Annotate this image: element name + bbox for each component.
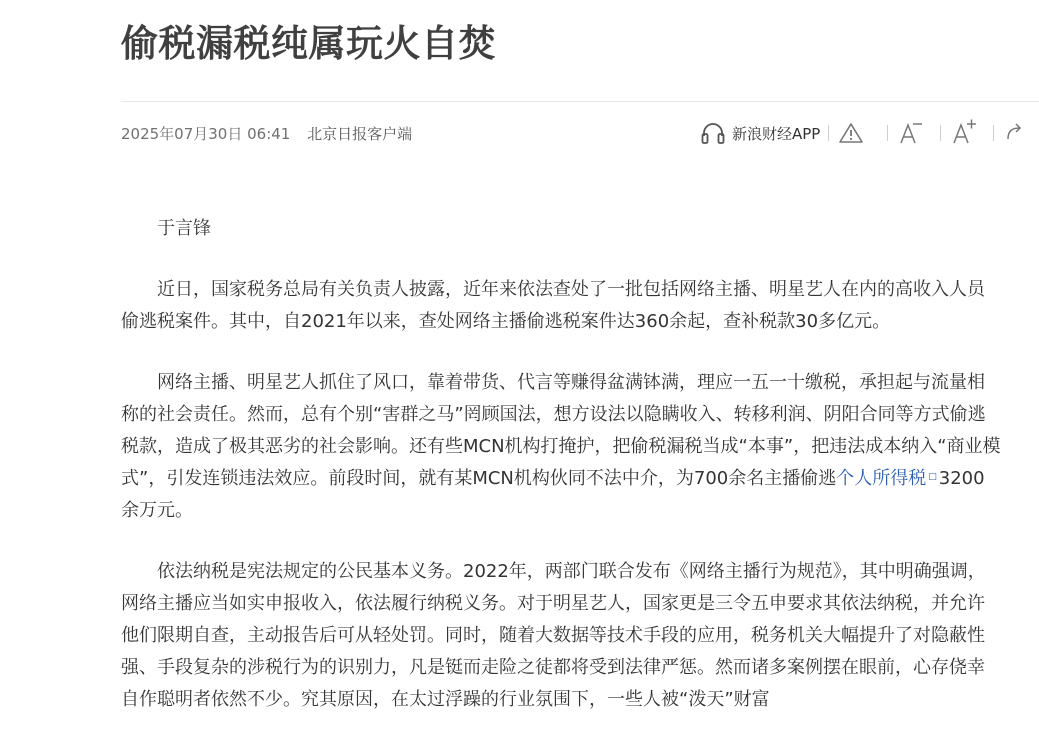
publish-date: 2025年07月30日 06:41 <box>121 125 291 143</box>
article-paragraph <box>121 367 1001 527</box>
article-paragraph: 依法纳税是宪法规定的公民基本义务。2022年，两部门联合发布《网络主播行为规范》，其中明确强调，网络主播应当如实申报收入，依法履行纳税义务。对于明星艺人，国家更是三令五申要求其依法纳税，并允许他们限期自查，主动报告后可从轻处罚。同时，随着大数据等技术手段的应用，税务机关大幅提升了对隐蔽性强、手段复杂的涉税行为的识别力，凡是铤而走险之徒都将受到法律严惩。然而诸多案例摆在眼前，心存侥幸自作聪明者依然不少。究其原因，在太过浮躁的行业氛围下，一些人被“泼天”财富 <box>121 561 986 710</box>
paragraph-text: 3200余万元。 <box>121 468 985 521</box>
app-label: 新浪财经APP <box>732 124 821 143</box>
font-increase-button[interactable] <box>949 119 979 147</box>
article-author: 于言锋 <box>157 218 211 239</box>
share-button[interactable] <box>1002 119 1026 147</box>
toolbar-separator <box>993 125 994 141</box>
paragraph-text: 网络主播、明星艺人抓住了风口，靠着带货、代言等赚得盆满钵满，理应一五一十缴税，承担起与流量相称的社会责任。然而，总有个别“害群之马”罔顾国法，想方设法以隐瞒收入、转移利润、阴阳合同等方式偷逃税款，造成了极其恶劣的社会影响。还有些MCN机构打掩护，把偷税漏税当成“本事”，把违法成本纳入“商业模式”，引发连锁违法效应。前段时间，就有某MCN机构伙同不法中介，为700余名主播偷逃 <box>121 372 1001 489</box>
share-icon <box>1002 119 1026 147</box>
headphones-icon <box>700 121 726 145</box>
article-body <box>121 213 1001 745</box>
toolbar-separator <box>887 125 888 141</box>
article-paragraph: 近日，国家税务总局有关负责人披露，近年来依法查处了一批包括网络主播、明星艺人在内的高收入人员偷逃税案件。其中，自2021年以来，查处网络主播偷逃税案件达360余起，查补税款30多亿元。 <box>121 279 985 332</box>
article-meta <box>121 124 412 144</box>
article-toolbar <box>700 114 1026 152</box>
font-decrease-button[interactable] <box>896 119 926 147</box>
tax-keyword-link[interactable]: 个人所得税 <box>836 468 927 489</box>
listen-app-button[interactable] <box>700 121 820 145</box>
report-button[interactable] <box>837 121 865 145</box>
toolbar-separator <box>828 125 829 141</box>
font-size-decrease-icon <box>896 119 926 147</box>
source-link[interactable]: 北京日报客户端 <box>307 125 413 143</box>
warning-triangle-icon <box>837 121 865 145</box>
font-size-increase-icon <box>949 119 979 147</box>
stock-quote-icon[interactable]: □ <box>928 472 937 482</box>
toolbar-separator <box>940 125 941 141</box>
header-divider <box>121 101 1039 102</box>
article-title: 偷税漏税纯属玩火自焚 <box>121 22 496 65</box>
